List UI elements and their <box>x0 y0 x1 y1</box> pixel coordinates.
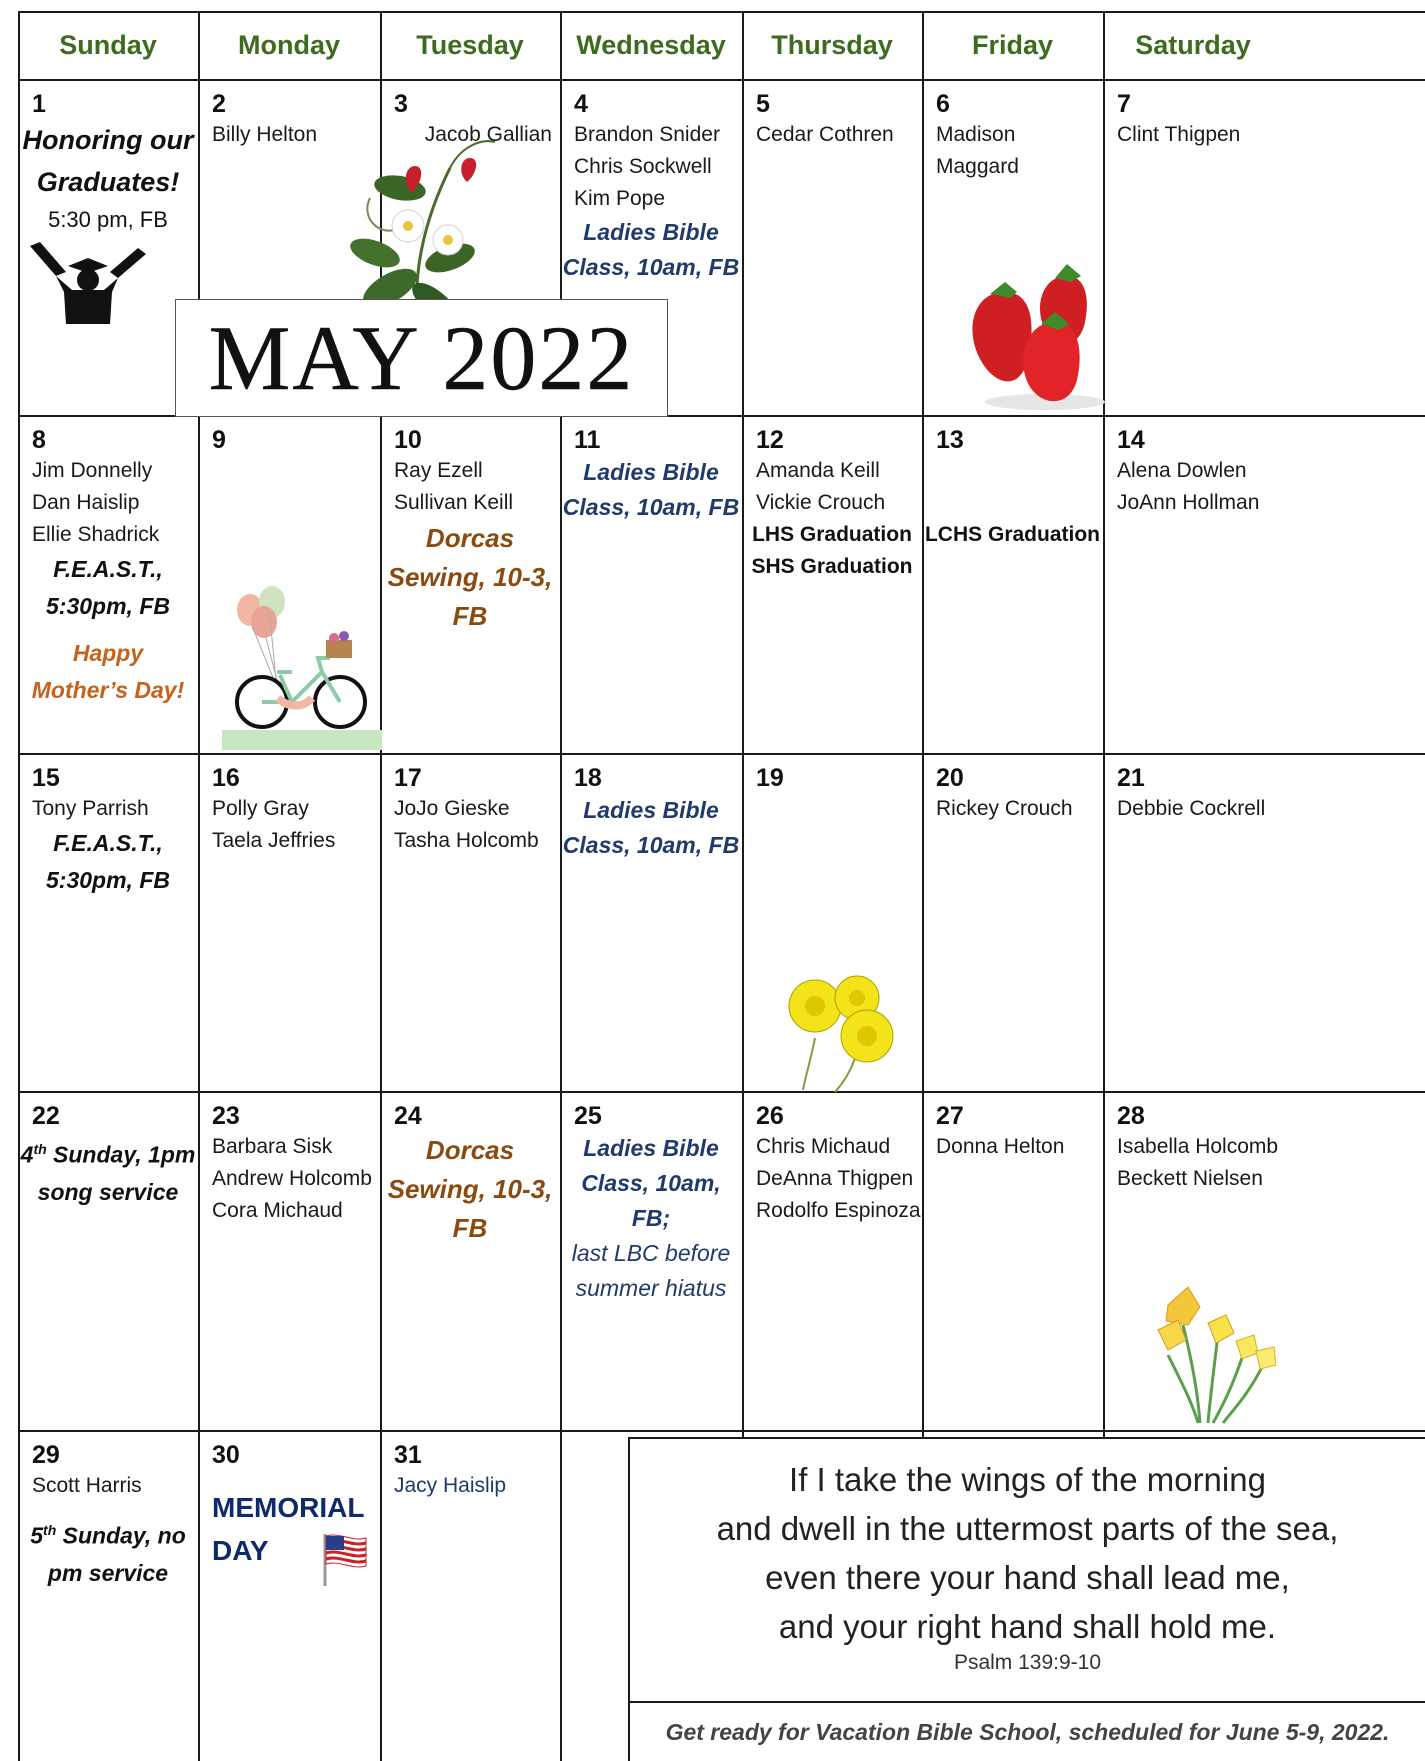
event-text: SHS Graduation <box>751 555 913 578</box>
day-cell-24 <box>380 1093 560 1248</box>
event-text: song service <box>37 1178 179 1205</box>
birthday-name: Amanda Keill <box>756 459 880 482</box>
day-number: 15 <box>32 764 60 792</box>
day-number: 18 <box>574 764 602 792</box>
event-text: Class, 10am, FB <box>562 254 740 280</box>
grid-line <box>922 11 924 1437</box>
event-text: 5:30pm, FB <box>46 867 170 893</box>
day-number: 16 <box>212 764 240 792</box>
event-text: LHS Graduation <box>752 523 912 546</box>
scripture-reference: Psalm 139:9-10 <box>953 1651 1102 1674</box>
birthday-name: Debbie Cockrell <box>1117 797 1266 820</box>
event-text: F.E.A.S.T., <box>53 556 163 582</box>
day-number: 26 <box>756 1102 784 1130</box>
divider <box>630 1701 1425 1703</box>
day-number: 3 <box>394 90 408 118</box>
birthday-name: Taela Jeffries <box>212 829 336 852</box>
birthday-name: Chris Michaud <box>756 1135 891 1158</box>
day-cell-25 <box>560 1093 742 1306</box>
event-text: Class, 10am, FB <box>562 494 740 520</box>
birthday-name: DeAnna Thigpen <box>756 1167 914 1190</box>
holiday-text: Happy <box>72 640 144 666</box>
day-number: 10 <box>394 426 422 454</box>
header-friday: Friday <box>971 29 1054 60</box>
day-cell-21 <box>1103 755 1283 825</box>
header-saturday: Saturday <box>1135 29 1251 60</box>
birthday-name: Tony Parrish <box>32 797 149 820</box>
birthday-name: Brandon Snider <box>574 123 720 146</box>
strawberries-icon <box>955 262 1115 412</box>
day-cell-19 <box>742 755 922 793</box>
day-number: 14 <box>1117 426 1145 454</box>
event-text: pm service <box>47 1559 169 1586</box>
day-cell-22 <box>18 1093 198 1211</box>
event-text: Dorcas <box>425 523 515 553</box>
birthday-name: Isabella Holcomb <box>1117 1135 1279 1158</box>
day-number: 9 <box>212 426 226 454</box>
event-text: Dorcas <box>425 1135 515 1165</box>
day-cell-10 <box>380 417 560 636</box>
day-number: 21 <box>1117 764 1145 792</box>
day-number: 13 <box>936 426 964 454</box>
graduate-icon <box>26 240 150 324</box>
event-text: Ladies Bible <box>583 459 719 485</box>
day-cell-9 <box>198 417 380 455</box>
event-text: Class, 10am, FB <box>562 832 740 858</box>
event-text: FB <box>452 1213 488 1243</box>
birthday-name: Rickey Crouch <box>936 797 1073 820</box>
day-number: 31 <box>394 1441 422 1469</box>
day-number: 29 <box>32 1441 60 1469</box>
birthday-name: Clint Thigpen <box>1117 123 1241 146</box>
day-number: 11 <box>574 426 601 454</box>
event-text: FB <box>452 601 488 631</box>
birthday-name: Sullivan Keill <box>394 491 514 514</box>
day-number: 22 <box>32 1102 60 1130</box>
day-number: 2 <box>212 90 226 118</box>
event-text: Ladies Bible <box>583 1135 719 1161</box>
day-number: 6 <box>936 90 950 118</box>
day-cell-31 <box>380 1432 560 1502</box>
event-text: Ladies Bible <box>583 219 719 245</box>
day-number: 20 <box>936 764 964 792</box>
birthday-name: Donna Helton <box>936 1135 1065 1158</box>
event-text: Ladies Bible <box>583 797 719 823</box>
header-wednesday: Wednesday <box>576 29 726 60</box>
day-number: 27 <box>936 1102 964 1130</box>
scripture-verse <box>630 1455 1425 1651</box>
event-text: Sewing, 10-3, <box>387 1174 553 1204</box>
day-number: 28 <box>1117 1102 1145 1130</box>
header-monday: Monday <box>237 29 340 60</box>
birthday-name: Vickie Crouch <box>756 491 886 514</box>
event-text: 5:30pm, FB <box>46 593 170 619</box>
header-tuesday: Tuesday <box>416 29 524 60</box>
calendar-title: MAY 2022 <box>208 307 635 409</box>
birthday-name: Cora Michaud <box>212 1199 343 1222</box>
day-number: 1 <box>32 90 46 118</box>
event-text: LCHS Graduation <box>924 523 1100 546</box>
event-text: 5th Sunday, no <box>30 1522 186 1549</box>
day-number: 4 <box>574 90 588 118</box>
day-cell-12 <box>742 417 922 583</box>
birthday-name: Ellie Shadrick <box>32 523 160 546</box>
verse-line: and dwell in the uttermost parts of the sea, <box>716 1510 1339 1547</box>
day-cell-8 <box>18 417 198 709</box>
day-cell-26 <box>742 1093 922 1227</box>
day-cell-17 <box>380 755 560 857</box>
scripture-box <box>628 1437 1425 1761</box>
birthday-name: JoAnn Hollman <box>1117 491 1260 514</box>
birthday-name: Alena Dowlen <box>1117 459 1247 482</box>
birthday-name: Billy Helton <box>212 123 318 146</box>
day-cell-16 <box>198 755 380 857</box>
event-text: F.E.A.S.T., <box>53 830 163 856</box>
memorial-day-text: DAY <box>212 1535 269 1566</box>
birthday-name: Tasha Holcomb <box>394 829 539 852</box>
day-number: 25 <box>574 1102 602 1130</box>
memorial-day-text: MEMORIAL <box>212 1492 365 1523</box>
event-text: Honoring our <box>22 125 194 155</box>
poppies-icon <box>1138 1285 1288 1425</box>
day-number: 23 <box>212 1102 240 1130</box>
day-cell-14 <box>1103 417 1283 519</box>
day-number: 12 <box>756 426 784 454</box>
day-cell-18 <box>560 755 742 863</box>
day-number: 5 <box>756 90 770 118</box>
birthday-name: Jim Donnelly <box>32 459 153 482</box>
event-detail: 5:30 pm, FB <box>48 207 168 232</box>
day-cell-13 <box>922 417 1103 551</box>
day-number: 7 <box>1117 90 1131 118</box>
birthday-name: Jacob Gallian <box>424 123 552 146</box>
birthday-name: Dan Haislip <box>32 491 140 514</box>
verse-line: even there your hand shall lead me, <box>765 1559 1290 1596</box>
birthday-name: Beckett Nielsen <box>1117 1167 1263 1190</box>
day-number: 24 <box>394 1102 422 1130</box>
bicycle-balloons-icon <box>222 580 382 752</box>
birthday-name: Scott Harris <box>32 1474 142 1497</box>
day-cell-28 <box>1103 1093 1283 1195</box>
event-text: 4th Sunday, 1pm <box>20 1141 196 1168</box>
day-cell-6 <box>922 81 1103 183</box>
birthday-name: Cedar Cothren <box>756 123 894 146</box>
verse-line: and your right hand shall hold me. <box>778 1608 1277 1645</box>
day-cell-11 <box>560 417 742 525</box>
header-sunday: Sunday <box>59 29 157 60</box>
birthday-name: Jacy Haislip <box>394 1474 507 1497</box>
day-cell-4 <box>560 81 742 285</box>
birthday-name: Andrew Holcomb <box>212 1167 372 1190</box>
day-cell-29 <box>18 1432 198 1592</box>
birthday-name: Barbara Sisk <box>212 1135 333 1158</box>
vbs-announcement: Get ready for Vacation Bible School, scheduled for June 5-9, 2022. <box>665 1719 1390 1745</box>
holiday-text: Mother’s Day! <box>31 677 185 703</box>
event-text: Class, 10am, FB; <box>581 1170 721 1231</box>
day-cell-1 <box>18 81 198 237</box>
grid-line <box>1103 11 1105 1437</box>
us-flag-icon <box>322 1532 368 1586</box>
day-cell-7 <box>1103 81 1283 151</box>
day-cell-20 <box>922 755 1103 825</box>
day-number: 17 <box>394 764 422 792</box>
birthday-name: JoJo Gieske <box>394 797 510 820</box>
day-number: 8 <box>32 426 46 454</box>
calendar-title-box <box>175 299 668 417</box>
birthday-name: Madison Maggard <box>936 123 1019 178</box>
birthday-name: Rodolfo Espinoza <box>756 1199 921 1222</box>
day-number: 19 <box>756 764 784 792</box>
birthday-name: Chris Sockwell <box>574 155 712 178</box>
verse-line: If I take the wings of the morning <box>789 1461 1266 1498</box>
birthday-name: Polly Gray <box>212 797 309 820</box>
day-cell-27 <box>922 1093 1103 1163</box>
day-number: 30 <box>212 1441 240 1469</box>
event-text: Sewing, 10-3, <box>387 562 553 592</box>
event-text: Graduates! <box>36 167 180 197</box>
event-note: last LBC before <box>571 1240 731 1266</box>
day-cell-15 <box>18 755 198 899</box>
event-note: summer hiatus <box>575 1275 727 1301</box>
day-cell-23 <box>198 1093 380 1227</box>
header-thursday: Thursday <box>771 29 893 60</box>
birthday-name: Ray Ezell <box>394 459 483 482</box>
yellow-flowers-icon <box>785 968 895 1093</box>
birthday-name: Kim Pope <box>574 187 666 210</box>
day-cell-5 <box>742 81 922 151</box>
